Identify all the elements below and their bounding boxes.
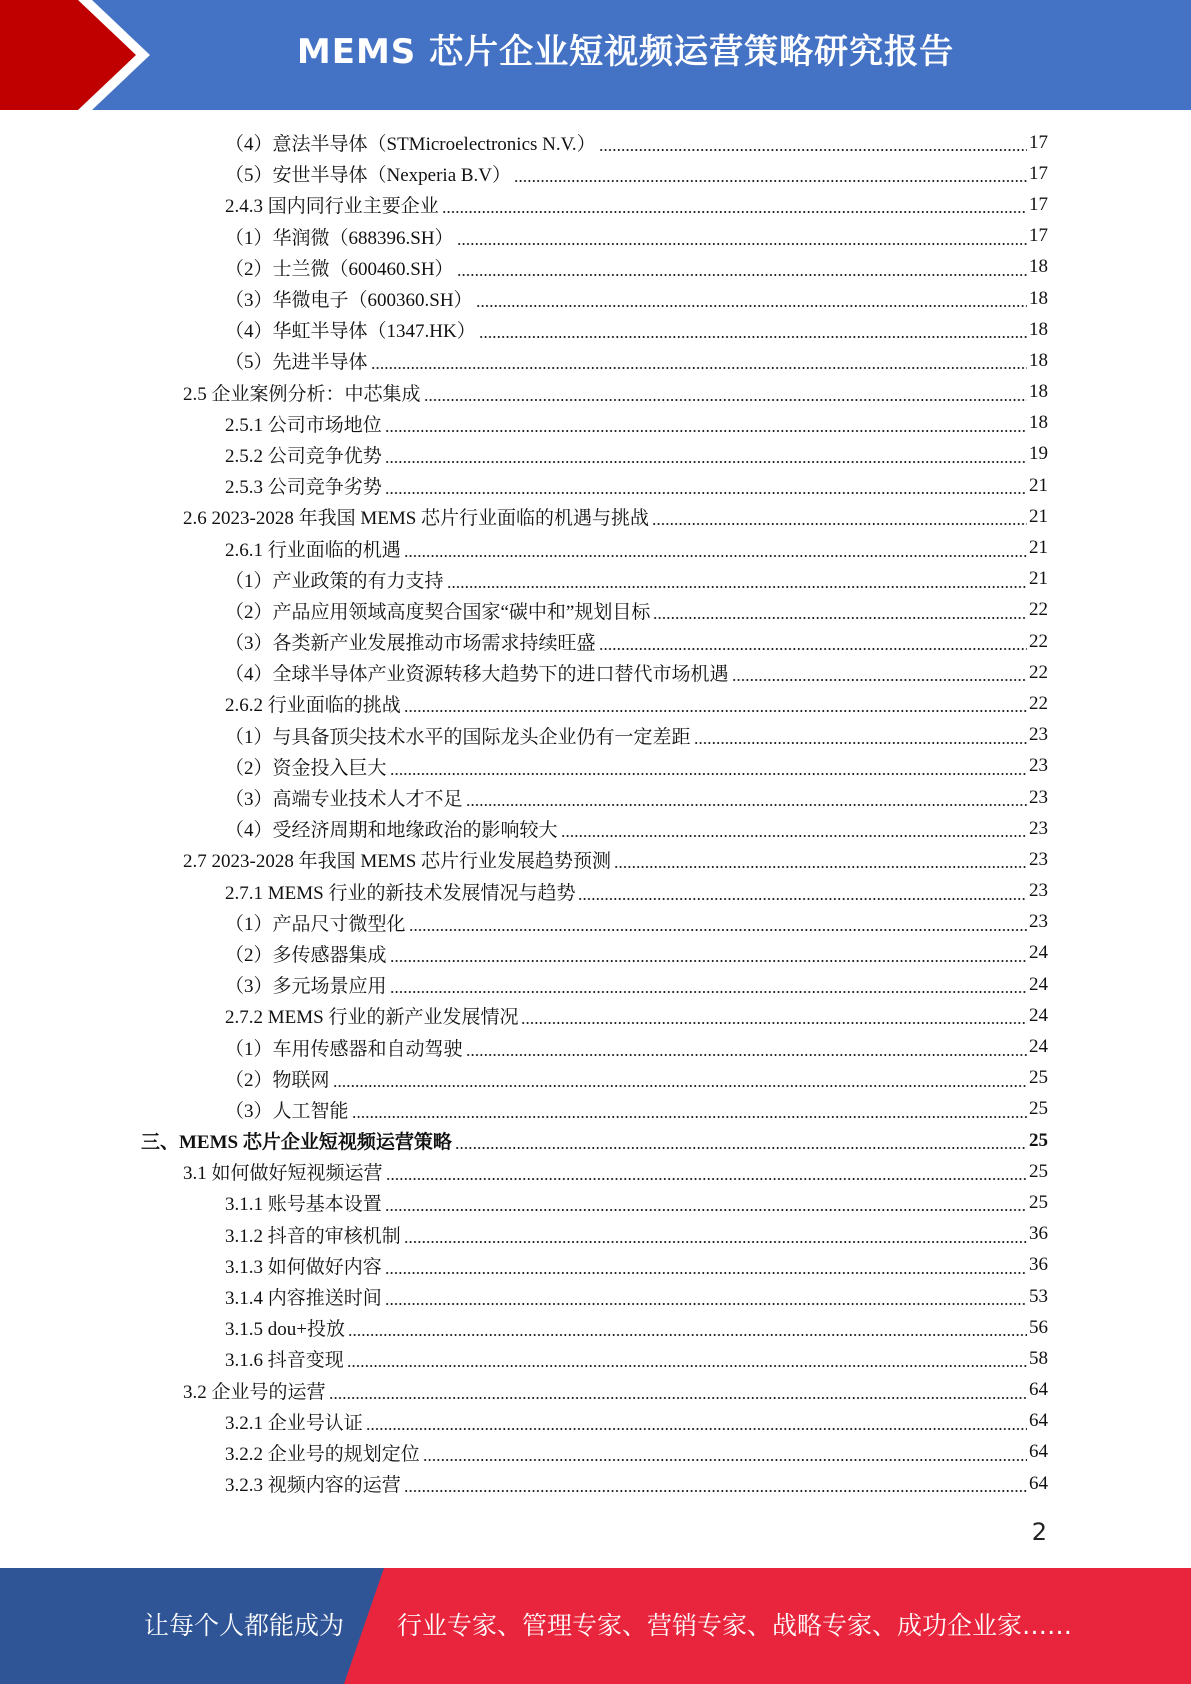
toc-dot-leader [466, 1038, 1027, 1057]
toc-dot-leader [614, 850, 1027, 869]
toc-dot-leader [561, 819, 1027, 838]
toc-dot-leader [424, 383, 1027, 402]
toc-entry-page: 24 [1029, 1036, 1048, 1058]
toc-dot-leader [466, 788, 1027, 807]
toc-dot-leader [366, 1412, 1027, 1431]
toc-dot-leader [386, 1162, 1027, 1181]
toc-entry-label: 3.1.1 账号基本设置 [225, 1194, 382, 1216]
toc-entry[interactable] [0, 720, 1191, 751]
toc-entry-page: 19 [1029, 443, 1048, 465]
toc-entry-label: 2.6.1 行业面临的机遇 [225, 539, 401, 561]
toc-entry[interactable] [0, 470, 1191, 501]
toc-dot-leader [404, 1225, 1027, 1244]
toc-dot-leader [385, 414, 1027, 433]
toc-entry-page: 36 [1029, 1223, 1048, 1245]
toc-entry[interactable] [0, 127, 1191, 158]
toc-entry[interactable] [0, 688, 1191, 719]
toc-entry-label: （3）人工智能 [225, 1100, 349, 1122]
toc-entry[interactable] [0, 314, 1191, 345]
toc-dot-leader [479, 320, 1027, 339]
toc-entry-label: 2.7.2 MEMS 行业的新产业发展情况 [225, 1007, 519, 1029]
toc-entry-page: 64 [1029, 1441, 1048, 1463]
toc-entry-page: 18 [1029, 256, 1048, 278]
toc-entry-page: 22 [1029, 599, 1048, 621]
toc-entry[interactable] [0, 345, 1191, 376]
toc-entry-label: （2）多传感器集成 [225, 944, 387, 966]
toc-entry-label: 3.1.6 抖音变现 [225, 1350, 344, 1372]
table-of-contents [0, 127, 1191, 1499]
toc-entry-page: 64 [1029, 1410, 1048, 1432]
toc-dot-leader [476, 289, 1027, 308]
toc-entry-page: 23 [1029, 848, 1048, 870]
toc-entry-page: 23 [1029, 755, 1048, 777]
toc-entry-label: 3.1.4 内容推送时间 [225, 1288, 382, 1310]
toc-entry-page: 18 [1029, 287, 1048, 309]
toc-entry-label: （1）与具备顶尖技术水平的国际龙头企业仍有一定差距 [225, 726, 691, 748]
toc-entry-page: 24 [1029, 973, 1048, 995]
toc-dot-leader [329, 1381, 1027, 1400]
toc-entry-label: 2.7 2023-2028 年我国 MEMS 芯片行业发展趋势预测 [183, 851, 612, 873]
toc-entry-page: 21 [1029, 474, 1048, 496]
toc-entry-label: 3.2.1 企业号认证 [225, 1412, 363, 1434]
toc-entry-page: 18 [1029, 349, 1048, 371]
toc-entry[interactable] [0, 595, 1191, 626]
toc-dot-leader [521, 1006, 1027, 1025]
page-number: 2 [1031, 1518, 1047, 1546]
toc-dot-leader [514, 164, 1027, 183]
toc-entry-page: 23 [1029, 786, 1048, 808]
toc-dot-leader [599, 133, 1027, 152]
toc-entry-label: 2.7.1 MEMS 行业的新技术发展情况与趋势 [225, 882, 576, 904]
toc-entry-label: 2.5.2 公司竞争优势 [225, 445, 382, 467]
toc-dot-leader [404, 694, 1027, 713]
toc-entry[interactable] [0, 1094, 1191, 1125]
toc-entry-page: 23 [1029, 724, 1048, 746]
toc-entry-label: （4）意法半导体（STMicroelectronics N.V.） [225, 134, 596, 156]
toc-entry[interactable] [0, 1406, 1191, 1437]
toc-entry-label: 3.1.2 抖音的审核机制 [225, 1225, 401, 1247]
toc-entry[interactable] [0, 657, 1191, 688]
toc-dot-leader [455, 1131, 1027, 1150]
toc-entry-page: 25 [1029, 1098, 1048, 1120]
toc-entry-page: 23 [1029, 817, 1048, 839]
toc-entry[interactable] [0, 221, 1191, 252]
toc-entry-page: 17 [1029, 193, 1048, 215]
toc-entry-label: 2.6 2023-2028 年我国 MEMS 芯片行业面临的机遇与挑战 [183, 508, 650, 530]
toc-entry[interactable] [0, 439, 1191, 470]
toc-dot-leader [457, 258, 1027, 277]
toc-entry-page: 22 [1029, 661, 1048, 683]
toc-dot-leader [599, 632, 1027, 651]
toc-entry-label: 2.6.2 行业面临的挑战 [225, 695, 401, 717]
footer-slogan: 让每个人都能成为 [144, 1611, 345, 1640]
toc-entry-label: （4）华虹半导体（1347.HK） [225, 321, 476, 343]
toc-entry-page: 53 [1029, 1285, 1048, 1307]
toc-entry[interactable] [0, 158, 1191, 189]
toc-entry[interactable] [0, 876, 1191, 907]
toc-entry-page: 64 [1029, 1472, 1048, 1494]
toc-entry[interactable] [0, 1312, 1191, 1343]
toc-entry[interactable] [0, 1281, 1191, 1312]
toc-entry-page: 21 [1029, 568, 1048, 590]
toc-entry-label: （2）产品应用领域高度契合国家“碳中和”规划目标 [225, 601, 651, 623]
toc-dot-leader [652, 507, 1027, 526]
toc-dot-leader [578, 882, 1027, 901]
toc-entry-label: 3.1.3 如何做好内容 [225, 1256, 382, 1278]
toc-entry-label: 2.5.3 公司竞争劣势 [225, 477, 382, 499]
toc-entry-label: 3.1.5 dou+投放 [225, 1319, 345, 1341]
toc-entry-label: （3）高端专业技术人才不足 [225, 789, 463, 811]
header-chevron-icon [0, 0, 150, 110]
toc-entry-label: 3.2.2 企业号的规划定位 [225, 1443, 420, 1465]
toc-dot-leader [447, 570, 1027, 589]
toc-dot-leader [371, 351, 1027, 370]
toc-entry-page: 36 [1029, 1254, 1048, 1276]
toc-entry[interactable] [0, 189, 1191, 220]
toc-dot-leader [352, 1100, 1027, 1119]
toc-entry-page: 23 [1029, 911, 1048, 933]
toc-entry-label: 2.4.3 国内同行业主要企业 [225, 196, 439, 218]
toc-dot-leader [457, 227, 1027, 246]
toc-entry-page: 64 [1029, 1379, 1048, 1401]
toc-dot-leader [404, 539, 1027, 558]
toc-dot-leader [333, 1069, 1027, 1088]
toc-dot-leader [348, 1318, 1027, 1337]
toc-dot-leader [390, 944, 1027, 963]
toc-entry[interactable] [0, 1000, 1191, 1031]
toc-entry[interactable] [0, 1437, 1191, 1468]
toc-dot-leader [390, 975, 1027, 994]
toc-entry-page: 25 [1029, 1129, 1048, 1151]
toc-entry[interactable] [0, 938, 1191, 969]
toc-entry[interactable] [0, 283, 1191, 314]
report-title: MEMS 芯片企业短视频运营策略研究报告 [296, 32, 955, 72]
toc-entry-label: 2.5.1 公司市场地位 [225, 414, 382, 436]
toc-dot-leader [409, 913, 1027, 932]
footer-tagline: 行业专家、管理专家、营销专家、战略专家、成功企业家…… [397, 1611, 1073, 1640]
toc-entry[interactable] [0, 532, 1191, 563]
toc-entry-label: （5）安世半导体（Nexperia B.V） [225, 165, 512, 187]
toc-entry[interactable] [0, 1468, 1191, 1499]
toc-entry-label: 3.2 企业号的运营 [183, 1381, 326, 1403]
toc-entry-label: 3.2.3 视频内容的运营 [225, 1475, 401, 1497]
toc-entry[interactable] [0, 1375, 1191, 1406]
toc-dot-leader [423, 1443, 1027, 1462]
toc-entry[interactable] [0, 1219, 1191, 1250]
toc-dot-leader [385, 445, 1027, 464]
toc-entry-label: （1）华润微（688396.SH） [225, 227, 454, 249]
toc-entry[interactable] [0, 1125, 1191, 1156]
toc-dot-leader [404, 1474, 1027, 1493]
toc-entry[interactable] [0, 751, 1191, 782]
toc-entry-label: 三、MEMS 芯片企业短视频运营策略 [141, 1132, 452, 1154]
toc-dot-leader [390, 757, 1027, 776]
toc-entry[interactable] [0, 969, 1191, 1000]
toc-entry-page: 22 [1029, 630, 1048, 652]
toc-entry-label: （2）物联网 [225, 1069, 330, 1091]
toc-entry-label: （4）受经济周期和地缘政治的影响较大 [225, 820, 558, 842]
toc-dot-leader [732, 663, 1027, 682]
toc-entry[interactable] [0, 1250, 1191, 1281]
footer-banner [0, 1568, 1191, 1684]
header-banner [0, 0, 1191, 110]
toc-entry-label: （1）车用传感器和自动驾驶 [225, 1038, 463, 1060]
toc-entry-label: 3.1 如何做好短视频运营 [183, 1163, 383, 1185]
toc-dot-leader [385, 1287, 1027, 1306]
toc-entry-page: 17 [1029, 131, 1048, 153]
toc-dot-leader [694, 726, 1027, 745]
toc-entry[interactable] [0, 907, 1191, 938]
toc-entry-page: 17 [1029, 225, 1048, 247]
toc-entry-label: （4）全球半导体产业资源转移大趋势下的进口替代市场机遇 [225, 664, 729, 686]
toc-dot-leader [347, 1349, 1027, 1368]
toc-entry-label: （3）各类新产业发展推动市场需求持续旺盛 [225, 633, 596, 655]
toc-entry-page: 22 [1029, 692, 1048, 714]
toc-entry-label: （3）多元场景应用 [225, 976, 387, 998]
toc-dot-leader [442, 195, 1027, 214]
toc-entry[interactable] [0, 501, 1191, 532]
toc-entry-page: 25 [1029, 1191, 1048, 1213]
toc-entry[interactable] [0, 813, 1191, 844]
toc-entry[interactable] [0, 377, 1191, 408]
toc-entry[interactable] [0, 252, 1191, 283]
toc-entry-label: （2）士兰微（600460.SH） [225, 258, 454, 280]
toc-entry-page: 25 [1029, 1067, 1048, 1089]
toc-entry[interactable] [0, 844, 1191, 875]
toc-entry-label: （2）资金投入巨大 [225, 757, 387, 779]
toc-entry-page: 56 [1029, 1316, 1048, 1338]
toc-dot-leader [385, 476, 1027, 495]
toc-entry-page: 17 [1029, 162, 1048, 184]
toc-entry-page: 25 [1029, 1160, 1048, 1182]
toc-dot-leader [385, 1193, 1027, 1212]
toc-entry[interactable] [0, 1187, 1191, 1218]
toc-entry[interactable] [0, 564, 1191, 595]
toc-entry-label: （1）产品尺寸微型化 [225, 913, 406, 935]
toc-entry[interactable] [0, 1031, 1191, 1062]
toc-entry[interactable] [0, 408, 1191, 439]
toc-entry-label: （1）产业政策的有力支持 [225, 570, 444, 592]
toc-entry-page: 24 [1029, 1004, 1048, 1026]
toc-entry[interactable] [0, 1343, 1191, 1374]
toc-dot-leader [653, 601, 1027, 620]
toc-entry[interactable] [0, 626, 1191, 657]
toc-entry-page: 24 [1029, 942, 1048, 964]
toc-entry-page: 18 [1029, 381, 1048, 403]
toc-entry-page: 21 [1029, 537, 1048, 559]
toc-entry[interactable] [0, 1063, 1191, 1094]
toc-entry-page: 23 [1029, 880, 1048, 902]
toc-entry-page: 18 [1029, 318, 1048, 340]
toc-entry-page: 18 [1029, 412, 1048, 434]
toc-entry-label: （5）先进半导体 [225, 352, 368, 374]
toc-entry-page: 21 [1029, 505, 1048, 527]
toc-dot-leader [385, 1256, 1027, 1275]
toc-entry-page: 58 [1029, 1347, 1048, 1369]
toc-entry-label: （3）华微电子（600360.SH） [225, 290, 473, 312]
toc-entry-label: 2.5 企业案例分析：中芯集成 [183, 383, 421, 405]
toc-entry[interactable] [0, 782, 1191, 813]
toc-entry[interactable] [0, 1156, 1191, 1187]
